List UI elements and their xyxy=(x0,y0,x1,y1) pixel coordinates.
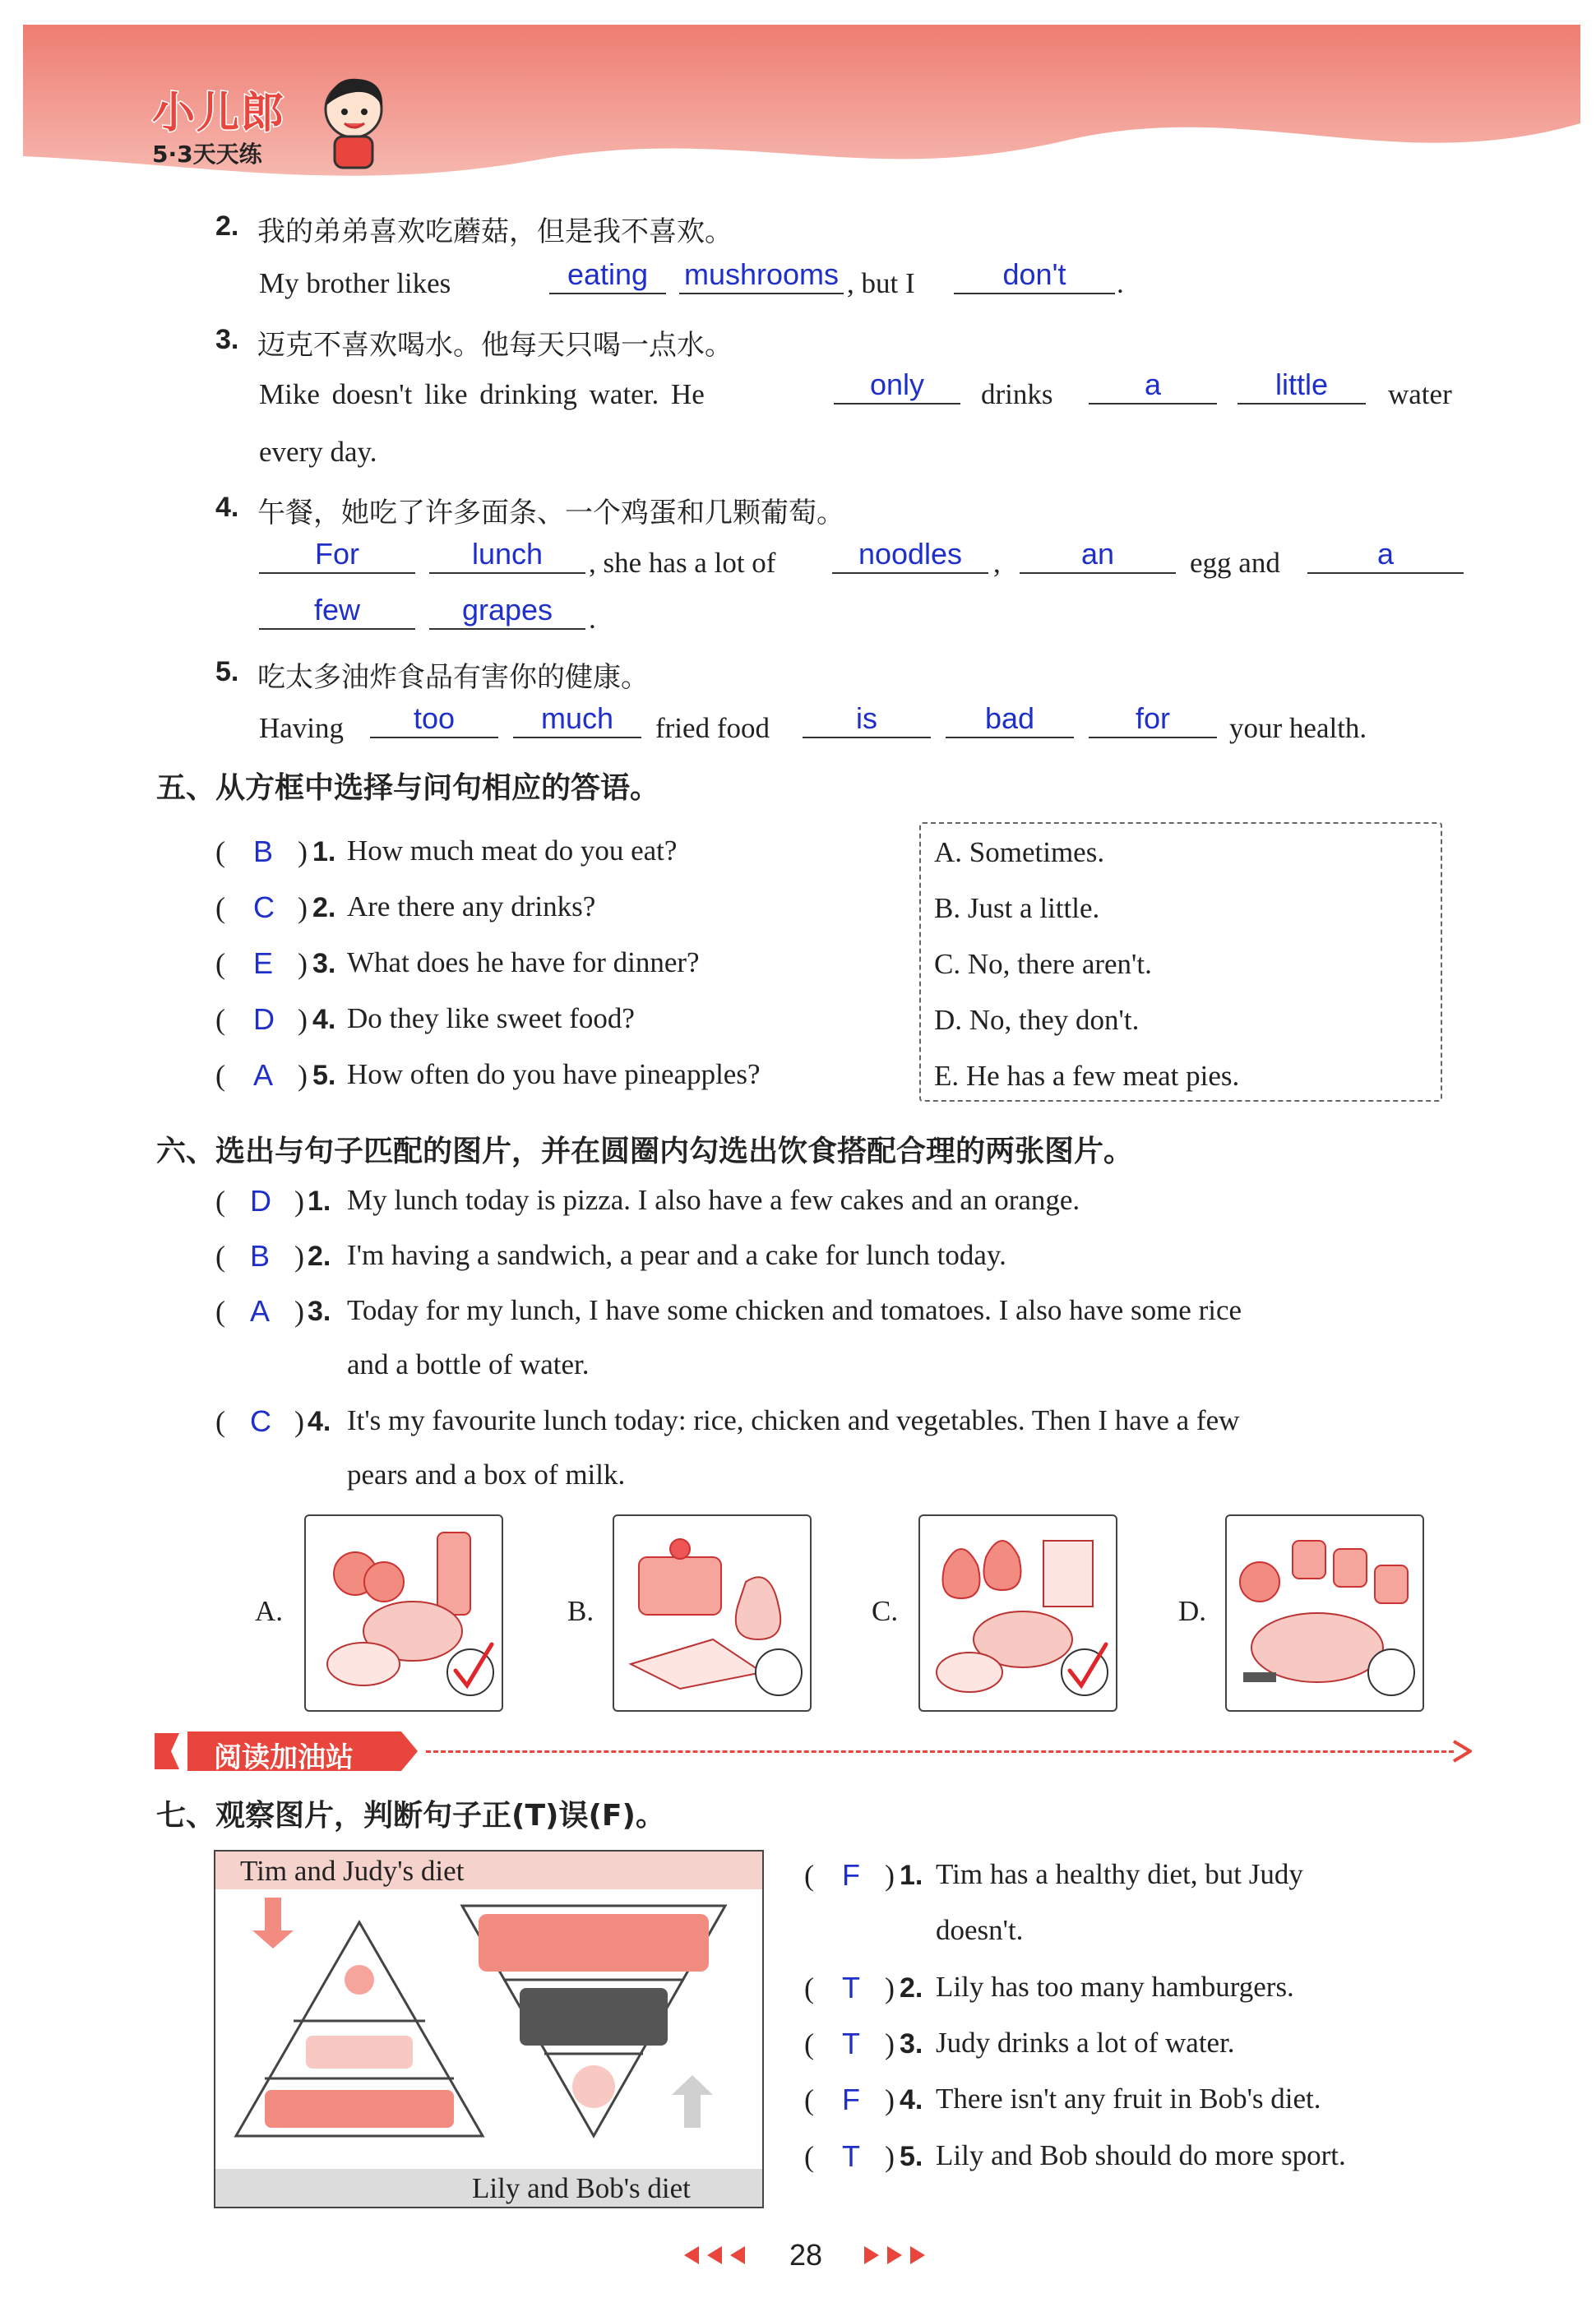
arrow-right-icon xyxy=(1452,1740,1472,1763)
s5-answer-3[interactable]: E xyxy=(253,946,274,980)
s6-answer-3[interactable]: A xyxy=(250,1294,271,1328)
s7-bracket-close: ) xyxy=(885,2083,895,2116)
s5-bracket-close: ) xyxy=(298,835,308,868)
s5-q-num-5: 5. xyxy=(312,1060,336,1091)
q4-4-blank-4[interactable]: an xyxy=(1020,536,1176,574)
picture-b xyxy=(613,1514,812,1712)
q4-3-en-part1: Mike doesn't like drinking water. He xyxy=(259,378,705,410)
q4-2-blank-1[interactable]: eating xyxy=(549,257,666,294)
brand-logo xyxy=(152,78,285,169)
s6-q-num-4: 4. xyxy=(308,1406,331,1437)
s7-q-text-5: Lily and Bob should do more sport. xyxy=(936,2139,1346,2171)
s5-option: B. Just a little. xyxy=(934,892,1100,924)
s5-bracket-close: ) xyxy=(298,891,308,924)
q4-3-blank-3[interactable]: little xyxy=(1237,367,1366,405)
s6-bracket-open: ( xyxy=(215,1405,225,1438)
s7-q-num-4: 4. xyxy=(900,2084,923,2115)
brand-series: 5·3天天练 xyxy=(152,141,262,168)
s5-answer-4[interactable]: D xyxy=(253,1002,275,1036)
s7-bracket-open: ( xyxy=(804,1972,814,2004)
q4-5-blank-1[interactable]: too xyxy=(370,700,498,738)
q4-5-blank-2[interactable]: much xyxy=(513,700,641,738)
s6-q-num-3: 3. xyxy=(308,1296,331,1327)
s6-bracket-close: ) xyxy=(294,1295,304,1328)
s5-q-num-3: 3. xyxy=(312,948,336,979)
q4-2-blank-2[interactable]: mushrooms xyxy=(679,257,844,294)
s7-answer-3[interactable]: T xyxy=(842,2027,860,2060)
s7-q-text-3: Judy drinks a lot of water. xyxy=(936,2027,1235,2059)
q4-3-blank-2[interactable]: a xyxy=(1089,367,1217,405)
q4-5-chinese: 吃太多油炸食品有害你的健康。 xyxy=(257,661,649,694)
s5-options-box xyxy=(919,822,1442,1102)
s6-q-num-2: 2. xyxy=(308,1241,331,1272)
s5-q-text-3: What does he have for dinner? xyxy=(347,946,700,978)
picture-d xyxy=(1225,1514,1424,1712)
s7-q-text-2: Lily has too many hamburgers. xyxy=(936,1971,1294,2003)
s5-q-num-4: 4. xyxy=(312,1004,336,1035)
s6-bracket-close: ) xyxy=(294,1240,304,1273)
s5-option: D. No, they don't. xyxy=(934,1004,1140,1036)
s5-answer-2[interactable]: C xyxy=(253,890,275,924)
s5-q-text-2: Are there any drinks? xyxy=(347,890,596,922)
figure-bottom-label: Lily and Bob's diet xyxy=(472,2172,691,2204)
q4-3-number: 3. xyxy=(215,324,239,355)
s7-q-num-2: 2. xyxy=(900,1972,923,2004)
q4-5-blank-4[interactable]: bad xyxy=(946,700,1074,738)
s5-bracket-open: ( xyxy=(215,1003,225,1036)
q4-4-blank-3[interactable]: noodles xyxy=(832,536,988,574)
s7-bracket-close: ) xyxy=(885,1972,895,2004)
section5-title: 五、从方框中选择与问句相应的答语。 xyxy=(156,771,660,805)
check-circle-icon[interactable] xyxy=(441,1639,500,1699)
s6-bracket-open: ( xyxy=(215,1240,225,1273)
s6-q-text-3b: and a bottle of water. xyxy=(347,1348,590,1380)
q4-4-blank-5[interactable]: a xyxy=(1307,536,1464,574)
s7-answer-4[interactable]: F xyxy=(842,2083,860,2116)
picture-a xyxy=(304,1514,503,1712)
q4-4-blank-2[interactable]: lunch xyxy=(429,536,585,574)
s6-bracket-close: ) xyxy=(294,1185,304,1218)
next-arrows-icon xyxy=(859,2243,933,2268)
q4-4-blank-6[interactable]: few xyxy=(259,592,415,630)
q4-4-blank-7[interactable]: grapes xyxy=(429,592,585,630)
s6-q-text-2: I'm having a sandwich, a pear and a cake for lunch today. xyxy=(347,1239,1006,1271)
s6-bracket-open: ( xyxy=(215,1295,225,1328)
q4-3-en-part3: water xyxy=(1388,378,1452,410)
s5-bracket-open: ( xyxy=(215,1059,225,1092)
banner-dash-line xyxy=(426,1750,1454,1753)
s5-q-text-1: How much meat do you eat? xyxy=(347,834,678,867)
q4-2-end: . xyxy=(1117,267,1124,299)
s6-answer-2[interactable]: B xyxy=(250,1239,271,1273)
q4-2-number: 2. xyxy=(215,210,239,242)
q4-5-en-part3: your health. xyxy=(1229,712,1367,744)
s6-q-text-3: Today for my lunch, I have some chicken and tomatoes. I also have some rice xyxy=(347,1294,1242,1326)
s5-bracket-close: ) xyxy=(298,1003,308,1036)
q4-5-number: 5. xyxy=(215,656,239,687)
q4-2-en-part2: , but I xyxy=(847,267,915,299)
picture-c xyxy=(918,1514,1117,1712)
section7-title: 七、观察图片，判断句子正(T)误(F)。 xyxy=(156,1799,665,1833)
s7-q-num-1: 1. xyxy=(900,1860,923,1891)
q4-4-en-part1: , she has a lot of xyxy=(589,547,776,579)
s7-bracket-close: ) xyxy=(885,2140,895,2173)
s7-bracket-open: ( xyxy=(804,1859,814,1892)
q4-3-chinese: 迈克不喜欢喝水。他每天只喝一点水。 xyxy=(257,329,733,362)
empty-circle-icon[interactable] xyxy=(1362,1639,1421,1699)
empty-circle-icon[interactable] xyxy=(749,1639,808,1699)
s5-answer-5[interactable]: A xyxy=(253,1058,274,1092)
s5-bracket-open: ( xyxy=(215,835,225,868)
s7-q-text-1b: doesn't. xyxy=(936,1914,1024,1946)
s6-answer-1[interactable]: D xyxy=(250,1184,271,1218)
section6-title: 六、选出与句子匹配的图片，并在圆圈内勾选出饮食搭配合理的两张图片。 xyxy=(156,1135,1134,1168)
s5-bracket-close: ) xyxy=(298,1059,308,1092)
q4-5-blank-3[interactable]: is xyxy=(803,700,931,738)
q4-2-en-part1: My brother likes xyxy=(259,267,451,299)
s5-q-num-2: 2. xyxy=(312,892,336,923)
s5-q-num-1: 1. xyxy=(312,836,336,867)
q4-4-end: . xyxy=(589,603,596,635)
s5-option: A. Sometimes. xyxy=(934,836,1105,868)
picture-label-d: D. xyxy=(1178,1595,1207,1627)
q4-3-en-part2: drinks xyxy=(981,378,1053,410)
q4-4-number: 4. xyxy=(215,492,239,523)
reading-banner xyxy=(155,1727,1470,1776)
check-circle-icon[interactable] xyxy=(1055,1639,1114,1699)
s6-q-text-4b: pears and a box of milk. xyxy=(347,1459,626,1491)
s6-answer-4[interactable]: C xyxy=(250,1404,271,1438)
s7-bracket-open: ( xyxy=(804,2083,814,2116)
q4-4-en-part3: egg and xyxy=(1190,547,1280,579)
diet-figure xyxy=(214,1850,764,2208)
s5-answer-1[interactable]: B xyxy=(253,834,274,868)
prev-arrows-icon xyxy=(676,2243,750,2268)
s5-q-text-4: Do they like sweet food? xyxy=(347,1002,635,1034)
s6-q-text-1: My lunch today is pizza. I also have a few cakes and an orange. xyxy=(347,1184,1080,1216)
brand-name: 小儿郎 xyxy=(152,89,286,138)
q4-3-en-part4: every day. xyxy=(259,436,377,468)
s5-q-text-5: How often do you have pineapples? xyxy=(347,1058,761,1090)
s7-bracket-close: ) xyxy=(885,1859,895,1892)
q4-4-chinese: 午餐，她吃了许多面条、一个鸡蛋和几颗葡萄。 xyxy=(257,497,844,529)
s5-option: C. No, there aren't. xyxy=(934,948,1152,980)
s5-bracket-open: ( xyxy=(215,947,225,980)
s6-bracket-close: ) xyxy=(294,1405,304,1438)
s7-q-text-4: There isn't any fruit in Bob's diet. xyxy=(936,2083,1321,2115)
picture-label-c: C. xyxy=(872,1595,899,1627)
s7-bracket-close: ) xyxy=(885,2027,895,2060)
q4-4-blank-1[interactable]: For xyxy=(259,536,415,574)
s6-q-text-4: It's my favourite lunch today: rice, chicken and vegetables. Then I have a few xyxy=(347,1404,1240,1436)
figure-top-label: Tim and Judy's diet xyxy=(240,1855,465,1887)
s5-bracket-close: ) xyxy=(298,947,308,980)
q4-5-blank-5[interactable]: for xyxy=(1089,700,1217,738)
s7-bracket-open: ( xyxy=(804,2027,814,2060)
picture-label-a: A. xyxy=(255,1595,284,1627)
s7-q-num-3: 3. xyxy=(900,2028,923,2060)
q4-2-chinese: 我的弟弟喜欢吃蘑菇，但是我不喜欢。 xyxy=(257,215,733,248)
s7-bracket-open: ( xyxy=(804,2140,814,2173)
s7-answer-1[interactable]: F xyxy=(842,1858,860,1892)
picture-label-b: B. xyxy=(567,1595,594,1627)
s6-q-num-1: 1. xyxy=(308,1186,331,1217)
reading-banner-title: 阅读加油站 xyxy=(214,1741,354,1774)
s7-q-num-5: 5. xyxy=(900,2141,923,2172)
page-number: 28 xyxy=(789,2238,823,2272)
s5-option: E. He has a few meat pies. xyxy=(934,1060,1240,1092)
food-pyramid-icon xyxy=(215,1889,762,2169)
q4-5-en-part2: fried food xyxy=(655,712,770,744)
q4-4-en-part2: , xyxy=(993,547,1001,579)
q4-5-en-part1: Having xyxy=(259,712,345,744)
s5-bracket-open: ( xyxy=(215,891,225,924)
s7-answer-5[interactable]: T xyxy=(842,2139,860,2173)
s7-answer-2[interactable]: T xyxy=(842,1971,860,2004)
mascot-icon xyxy=(317,72,391,171)
q4-3-blank-1[interactable]: only xyxy=(834,367,960,405)
s7-q-text-1: Tim has a healthy diet, but Judy xyxy=(936,1858,1303,1890)
s6-bracket-open: ( xyxy=(215,1185,225,1218)
q4-2-blank-3[interactable]: don't xyxy=(954,257,1115,294)
